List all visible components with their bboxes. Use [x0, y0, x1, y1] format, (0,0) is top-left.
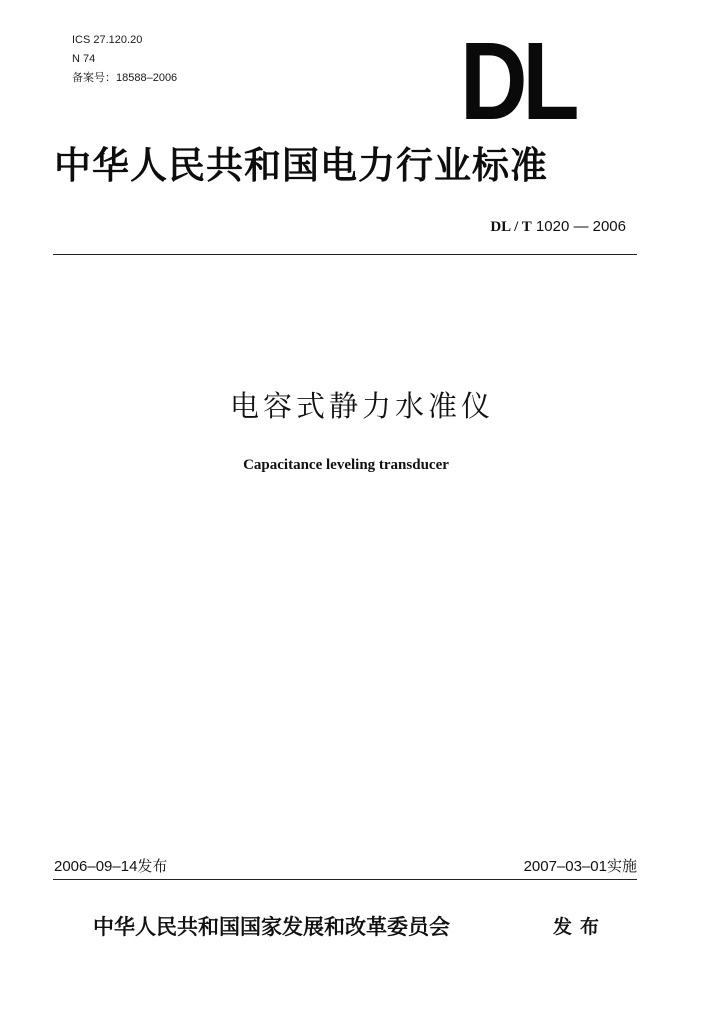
publisher-name: 中华人民共和国国家发展和改革委员会: [93, 914, 450, 939]
ics-code: ICS 27.120.20: [72, 34, 143, 46]
bottom-divider: [53, 879, 637, 880]
effective-date: 2007–03–01实施: [523, 858, 637, 875]
document-title-english: Capacitance leveling transducer: [243, 457, 449, 473]
publish-label: 发布: [553, 916, 608, 938]
classification-code: N 74: [72, 53, 96, 65]
issue-date: 2006–09–14发布: [54, 858, 168, 875]
standard-prefix: DL / T: [490, 219, 532, 235]
top-divider: [53, 254, 637, 255]
industry-standard-title: 中华人民共和国电力行业标准: [54, 143, 548, 187]
standard-code: 1020 — 2006: [535, 218, 626, 235]
record-number: 备案号：18588–2006: [72, 72, 178, 84]
document-title-chinese: 电容式静力水准仪: [229, 389, 494, 423]
dl-logo: DL: [460, 20, 575, 143]
standard-number: [490, 218, 626, 236]
